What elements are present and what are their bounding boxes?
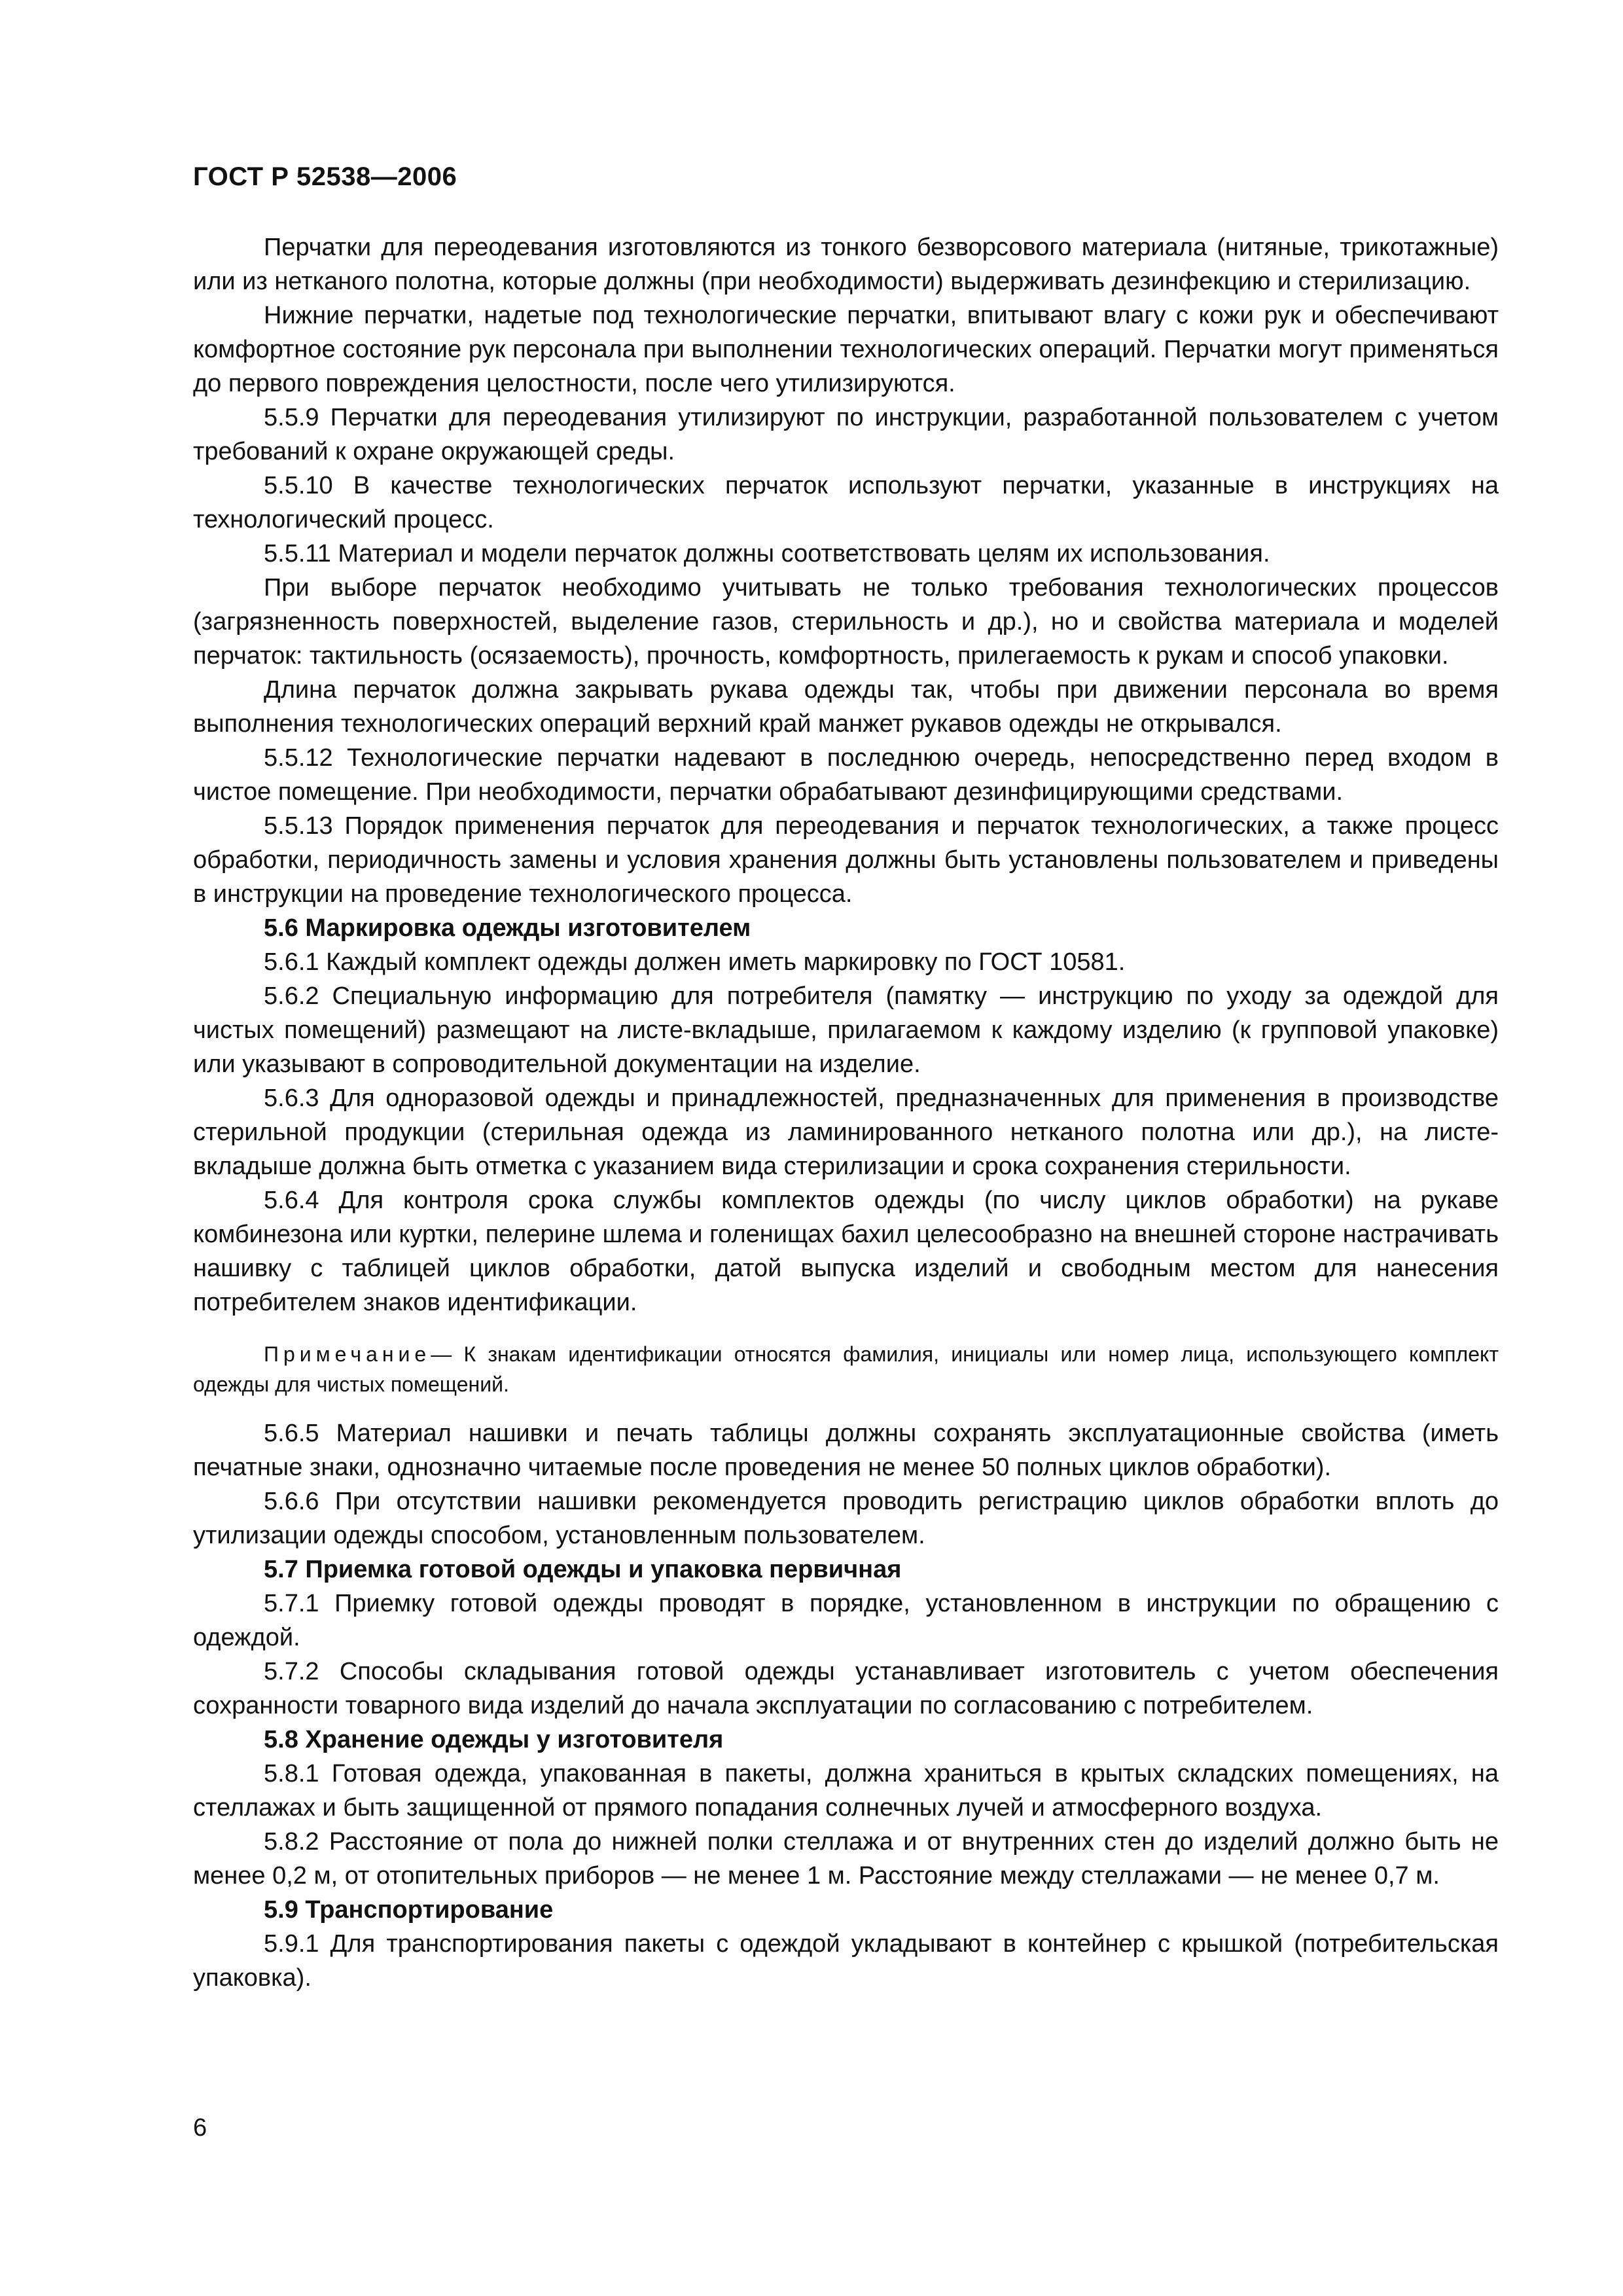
- paragraph: 5.8.1 Готовая одежда, упакованная в пакеты, должна храниться в крытых складских помещениях, на стеллажах и быть защищенной от прямого попадания солнечных лучей и атмосферного воздуха.: [193, 1760, 1499, 1821]
- note: [193, 1339, 1499, 1399]
- paragraph: 5.8.2 Расстояние от пола до нижней полки стеллажа и от внутренних стен до изделий должно быть не менее 0,2 м, от отопительных приборов — не менее 1 м. Расстояние между стеллажами — не менее 0,7 м.: [193, 1828, 1499, 1890]
- paragraph: 5.5.9 Перчатки для переодевания утилизируют по инструкции, разработанной пользователем с учетом требований к охране окружающей среды.: [193, 404, 1499, 465]
- paragraph: 5.5.10 В качестве технологических перчаток используют перчатки, указанные в инструкциях на технологический процесс.: [193, 472, 1499, 533]
- paragraph: 5.7.1 Приемку готовой одежды проводят в порядке, установленном в инструкции по обращению с одеждой.: [193, 1590, 1499, 1651]
- paragraph: 5.5.13 Порядок применения перчаток для переодевания и перчаток технологических, а также процесс обработки, периодичность замены и условия хранения должны быть установлены пользователем и приведены в инструкции на проведение технологического процесса.: [193, 812, 1499, 908]
- paragraph: 5.6.6 При отсутствии нашивки рекомендуется проводить регистрацию циклов обработки вплоть до утилизации одежды способом, установленным пользователем.: [193, 1488, 1499, 1549]
- page-number: 6: [193, 2114, 207, 2142]
- paragraph: 5.5.12 Технологические перчатки надевают в последнюю очередь, непосредственно перед входом в чистое помещение. При необходимости, перчатки обрабатывают дезинфицирующими средствами.: [193, 744, 1499, 806]
- paragraph: Нижние перчатки, надетые под технологические перчатки, впитывают влагу с кожи рук и обеспечивают комфортное состояние рук персонала при выполнении технологических операций. Перчатки могут применяться до первого повреждения целостности, после чего утилизируются.: [193, 302, 1499, 397]
- paragraph: 5.6.2 Специальную информацию для потребителя (памятку — инструкцию по уходу за одеждой для чистых помещений) размещают на листе-вкладыше, прилагаемом к каждому изделию (к групповой упаковке) или указывают в сопроводительной документации на изделие.: [193, 982, 1499, 1078]
- paragraph: 5.7.2 Способы складывания готовой одежды устанавливает изготовитель с учетом обеспечения сохранности товарного вида изделий до начала эксплуатации по согласованию с потребителем.: [193, 1658, 1499, 1719]
- note-label: Примечание: [264, 1342, 431, 1366]
- paragraph: 5.6.1 Каждый комплект одежды должен иметь маркировку по ГОСТ 10581.: [264, 948, 1126, 976]
- document-header: ГОСТ Р 52538—2006: [193, 162, 457, 191]
- paragraph: 5.6.4 Для контроля срока службы комплектов одежды (по числу циклов обработки) на рукаве комбинезона или куртки, пелерине шлема и голенищах бахил целесообразно на внешней стороне настрачивать нашивку с таблицей циклов обработки, датой выпуска изделий и свободным местом для нанесения потребителем знаков идентификации.: [193, 1187, 1499, 1316]
- note-text: — К знакам идентификации относятся фамилия, инициалы или номер лица, использующего комплект одежды для чистых помещений.: [193, 1342, 1499, 1396]
- paragraph: Длина перчаток должна закрывать рукава одежды так, чтобы при движении персонала во время выполнения технологических операций верхний край манжет рукавов одежды не открывался.: [193, 676, 1499, 738]
- section-heading: 5.7 Приемка готовой одежды и упаковка первичная: [264, 1556, 902, 1583]
- paragraph: 5.6.5 Материал нашивки и печать таблицы должны сохранять эксплуатационные свойства (иметь печатные знаки, однозначно читаемые после проведения не менее 50 полных циклов обработки).: [193, 1420, 1499, 1481]
- section-heading: 5.6 Маркировка одежды изготовителем: [264, 914, 751, 942]
- paragraph: Перчатки для переодевания изготовляются из тонкого безворсового материала (нитяные, трикотажные) или из нетканого полотна, которые должны (при необходимости) выдерживать дезинфекцию и стерилизацию.: [193, 234, 1499, 295]
- paragraph: 5.5.11 Материал и модели перчаток должны соответствовать целям их использования.: [264, 540, 1270, 567]
- paragraph: При выборе перчаток необходимо учитывать не только требования технологических процессов (загрязненность поверхностей, выделение газов, стерильность и др.), но и свойства материала и моделей перчаток: тактильность (осязаемость), прочность, комфортность, прилегаемость к рукам и способ упаковки.: [193, 574, 1499, 670]
- paragraph: 5.6.3 Для одноразовой одежды и принадлежностей, предназначенных для применения в производстве стерильной продукции (стерильная одежда из ламинированного нетканого полотна или др.), на листе-вкладыше должна быть отметка с указанием вида стерилизации и срока сохранения стерильности.: [193, 1085, 1499, 1180]
- paragraph: 5.9.1 Для транспортирования пакеты с одеждой укладывают в контейнер с крышкой (потребительская упаковка).: [193, 1930, 1499, 1992]
- document-body: [193, 230, 1499, 1995]
- section-heading: 5.9 Транспортирование: [264, 1896, 554, 1924]
- section-heading: 5.8 Хранение одежды у изготовителя: [264, 1726, 724, 1753]
